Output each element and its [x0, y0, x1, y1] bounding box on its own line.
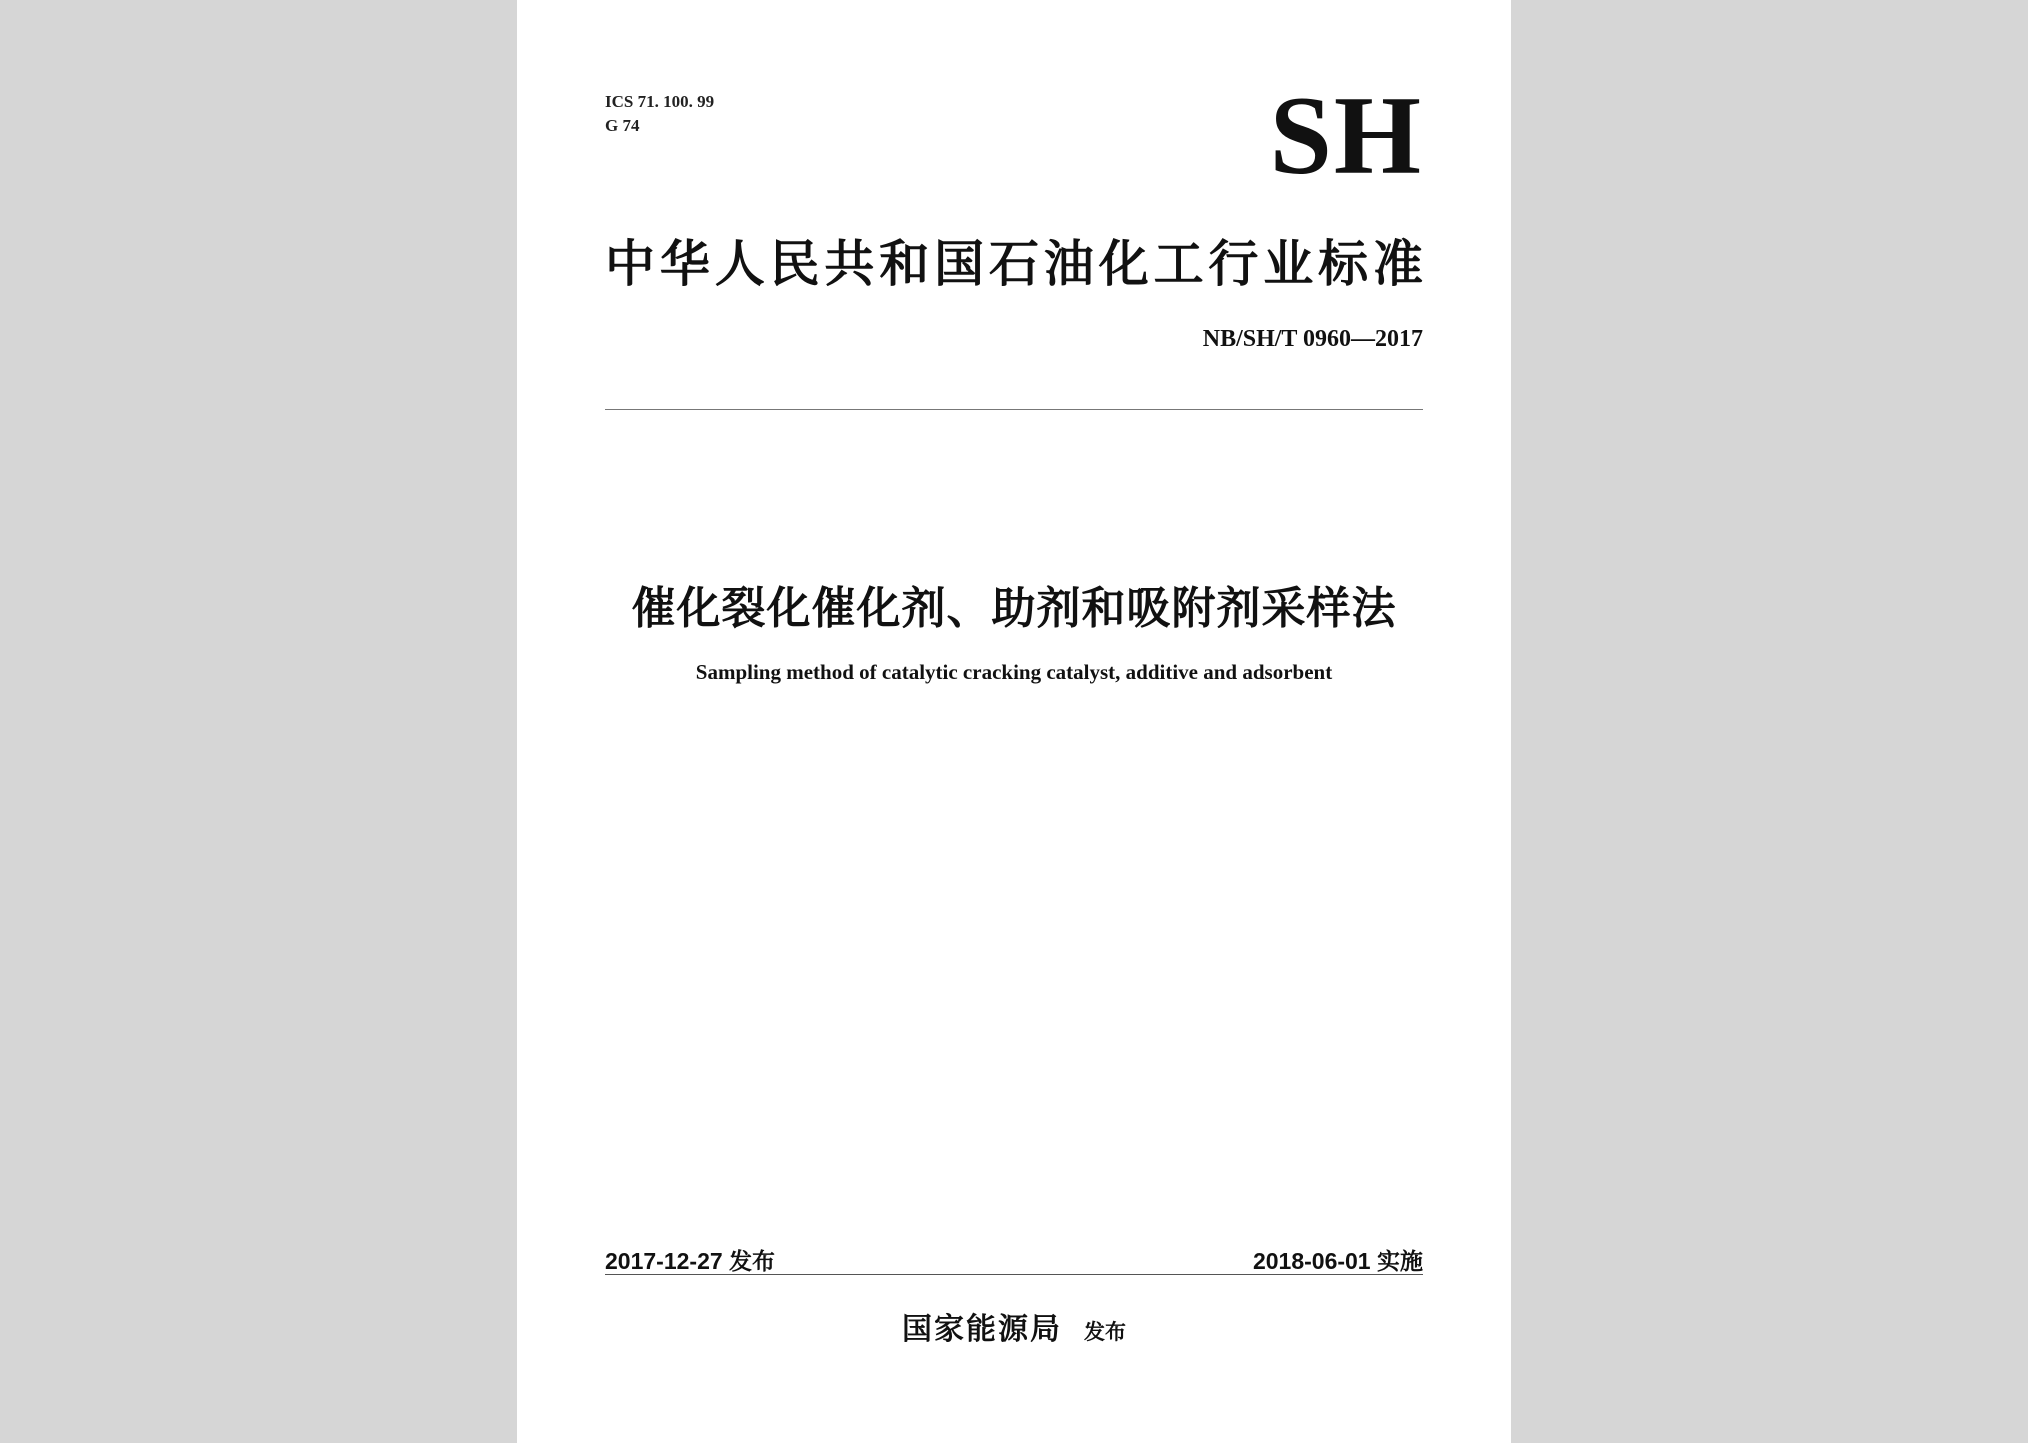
sh-logo: SH — [1269, 74, 1423, 198]
publisher-suffix: 发布 — [1084, 1320, 1126, 1344]
top-divider — [605, 409, 1423, 410]
document-title-en: Sampling method of catalytic cracking catalyst, additive and adsorbent — [695, 660, 1333, 684]
implementation-date: 2018-06-01 实施 — [1252, 1248, 1423, 1274]
cover-page — [517, 0, 1511, 1443]
document-title-cn: 催化裂化催化剂、助剂和吸附剂采样法 — [631, 583, 1397, 634]
standard-title: 中华人民共和国石油化工行业标准 — [605, 235, 1423, 293]
classification-codes — [605, 90, 714, 138]
publisher-line — [517, 1304, 1511, 1348]
ics-code: ICS 71. 100. 99 — [605, 92, 715, 111]
standard-number: NB/SH/T 0960—2017 — [1202, 326, 1423, 352]
publisher-name: 国家能源局 — [902, 1312, 1062, 1347]
bottom-divider — [605, 1274, 1423, 1275]
ccs-code: G 74 — [605, 116, 640, 135]
issue-date: 2017-12-27 发布 — [605, 1248, 776, 1274]
